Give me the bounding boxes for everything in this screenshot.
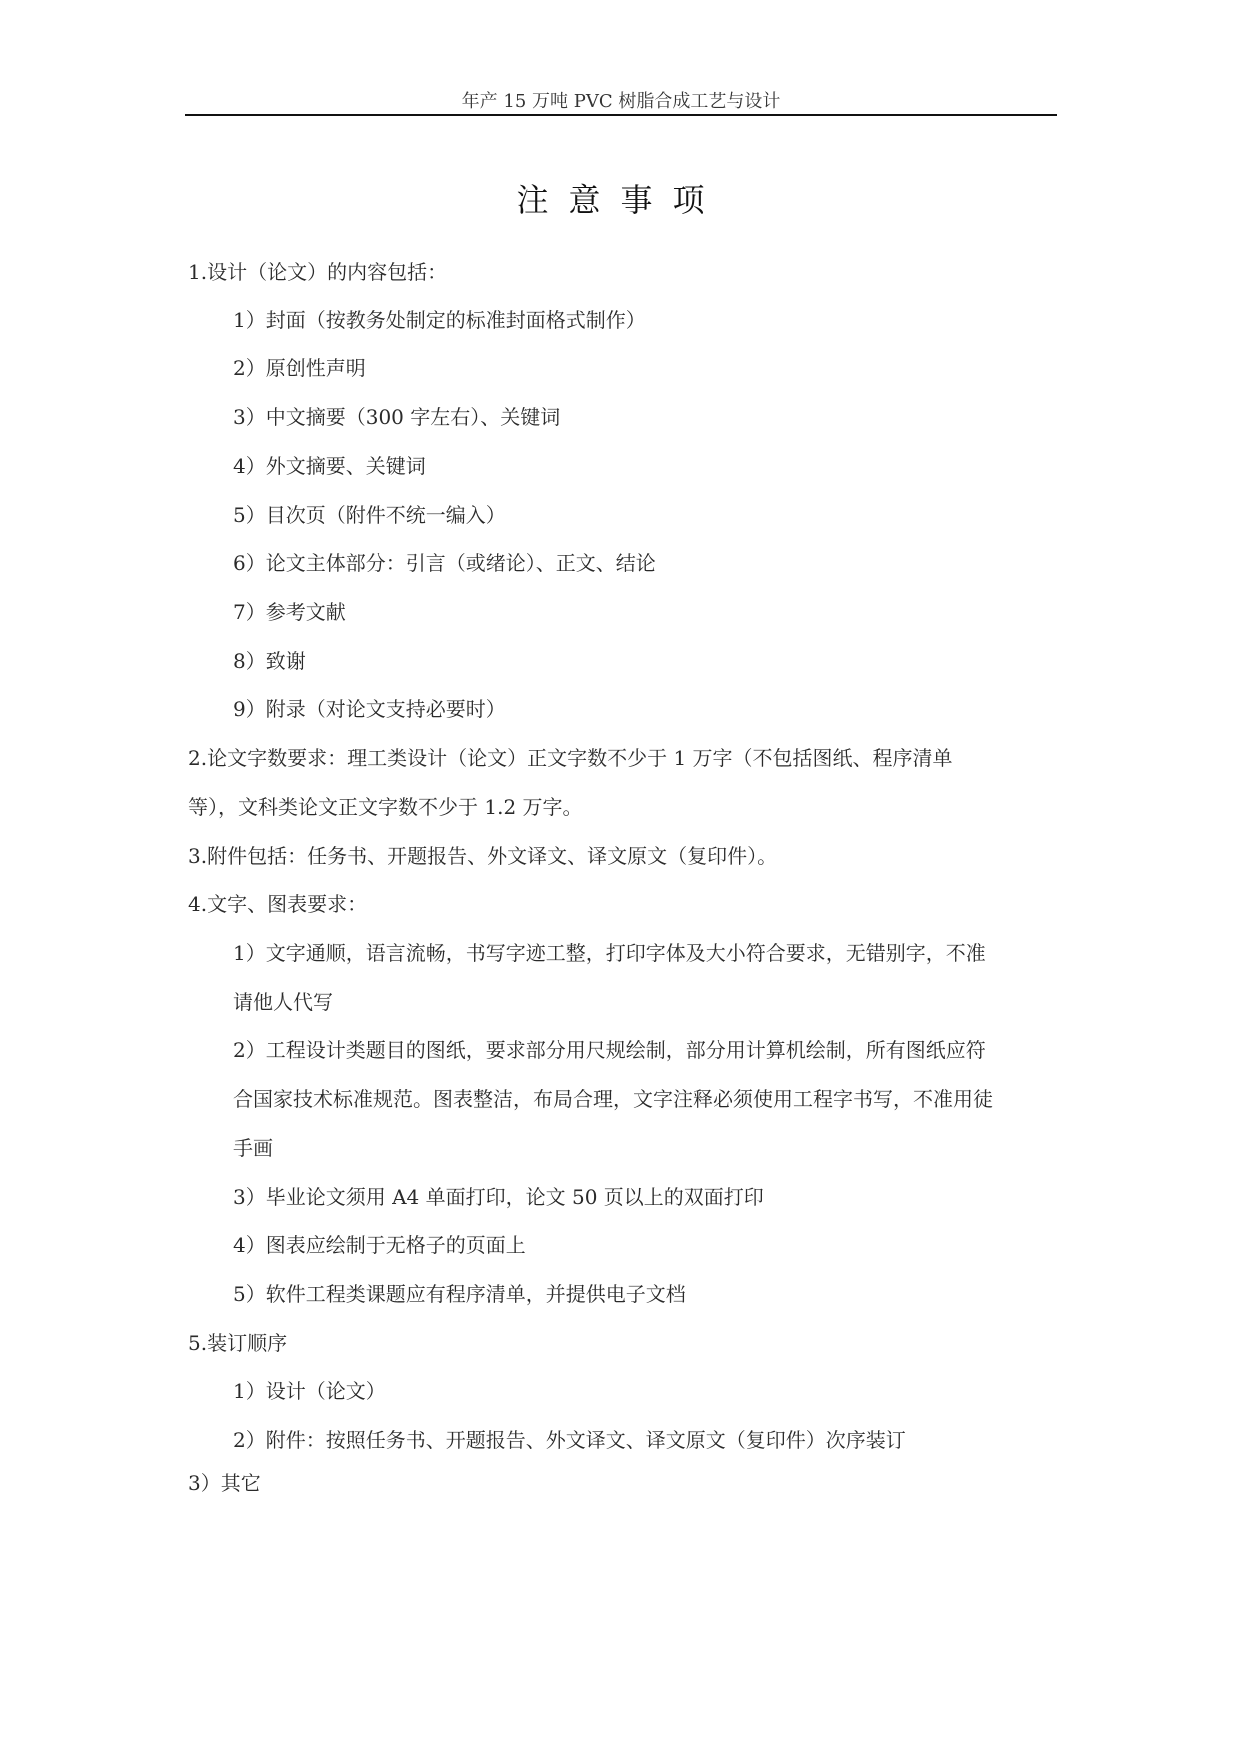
list-item-cont: 请他人代写 (233, 990, 333, 1014)
list-item: 2）工程设计类题目的图纸，要求部分用尺规绘制，部分用计算机绘制，所有图纸应符 (233, 1038, 986, 1062)
section-2-text-cont: 等），文科类论文正文字数不少于 1.2 万字。 (188, 795, 583, 819)
list-item: 4）外文摘要、关键词 (233, 454, 426, 478)
list-item: 3）毕业论文须用 A4 单面打印，论文 50 页以上的双面打印 (233, 1185, 764, 1209)
list-item: 3）中文摘要（300 字左右）、关键词 (233, 405, 561, 429)
list-item: 1）封面（按教务处制定的标准封面格式制作） (233, 308, 646, 332)
list-item: 1）设计（论文） (233, 1379, 386, 1403)
list-item: 2）附件：按照任务书、开题报告、外文译文、译文原文（复印件）次序装订 (233, 1428, 906, 1452)
section-4-heading: 4.文字、图表要求： (188, 892, 368, 916)
list-item: 4）图表应绘制于无格子的页面上 (233, 1233, 526, 1257)
list-item-cont: 合国家技术标准规范。图表整洁，布局合理，文字注释必须使用工程字书写，不准用徒 (233, 1087, 993, 1111)
section-1-heading: 1.设计（论文）的内容包括： (188, 260, 448, 284)
section-3-text: 3.附件包括：任务书、开题报告、外文译文、译文原文（复印件）。 (188, 844, 778, 868)
list-item-cont: 手画 (233, 1136, 273, 1160)
section-5-heading: 5.装订顺序 (188, 1331, 288, 1355)
page-title: 注意事项 (516, 181, 725, 219)
running-header: 年产 15 万吨 PVC 树脂合成工艺与设计 (461, 91, 781, 112)
list-item: 1）文字通顺，语言流畅，书写字迹工整，打印字体及大小符合要求，无错别字，不准 (233, 941, 986, 965)
list-item: 5）软件工程类课题应有程序清单，并提供电子文档 (233, 1282, 686, 1306)
list-item: 2）原创性声明 (233, 356, 366, 380)
list-item: 8）致谢 (233, 649, 306, 673)
list-item: 6）论文主体部分：引言（或绪论）、正文、结论 (233, 551, 656, 575)
list-item: 5）目次页（附件不统一编入） (233, 503, 506, 527)
section-2-text: 2.论文字数要求：理工类设计（论文）正文字数不少于 1 万字（不包括图纸、程序清单 (188, 746, 953, 770)
list-item: 3）其它 (188, 1471, 261, 1495)
list-item: 7）参考文献 (233, 600, 346, 624)
header-rule (185, 114, 1057, 116)
list-item: 9）附录（对论文支持必要时） (233, 697, 506, 721)
